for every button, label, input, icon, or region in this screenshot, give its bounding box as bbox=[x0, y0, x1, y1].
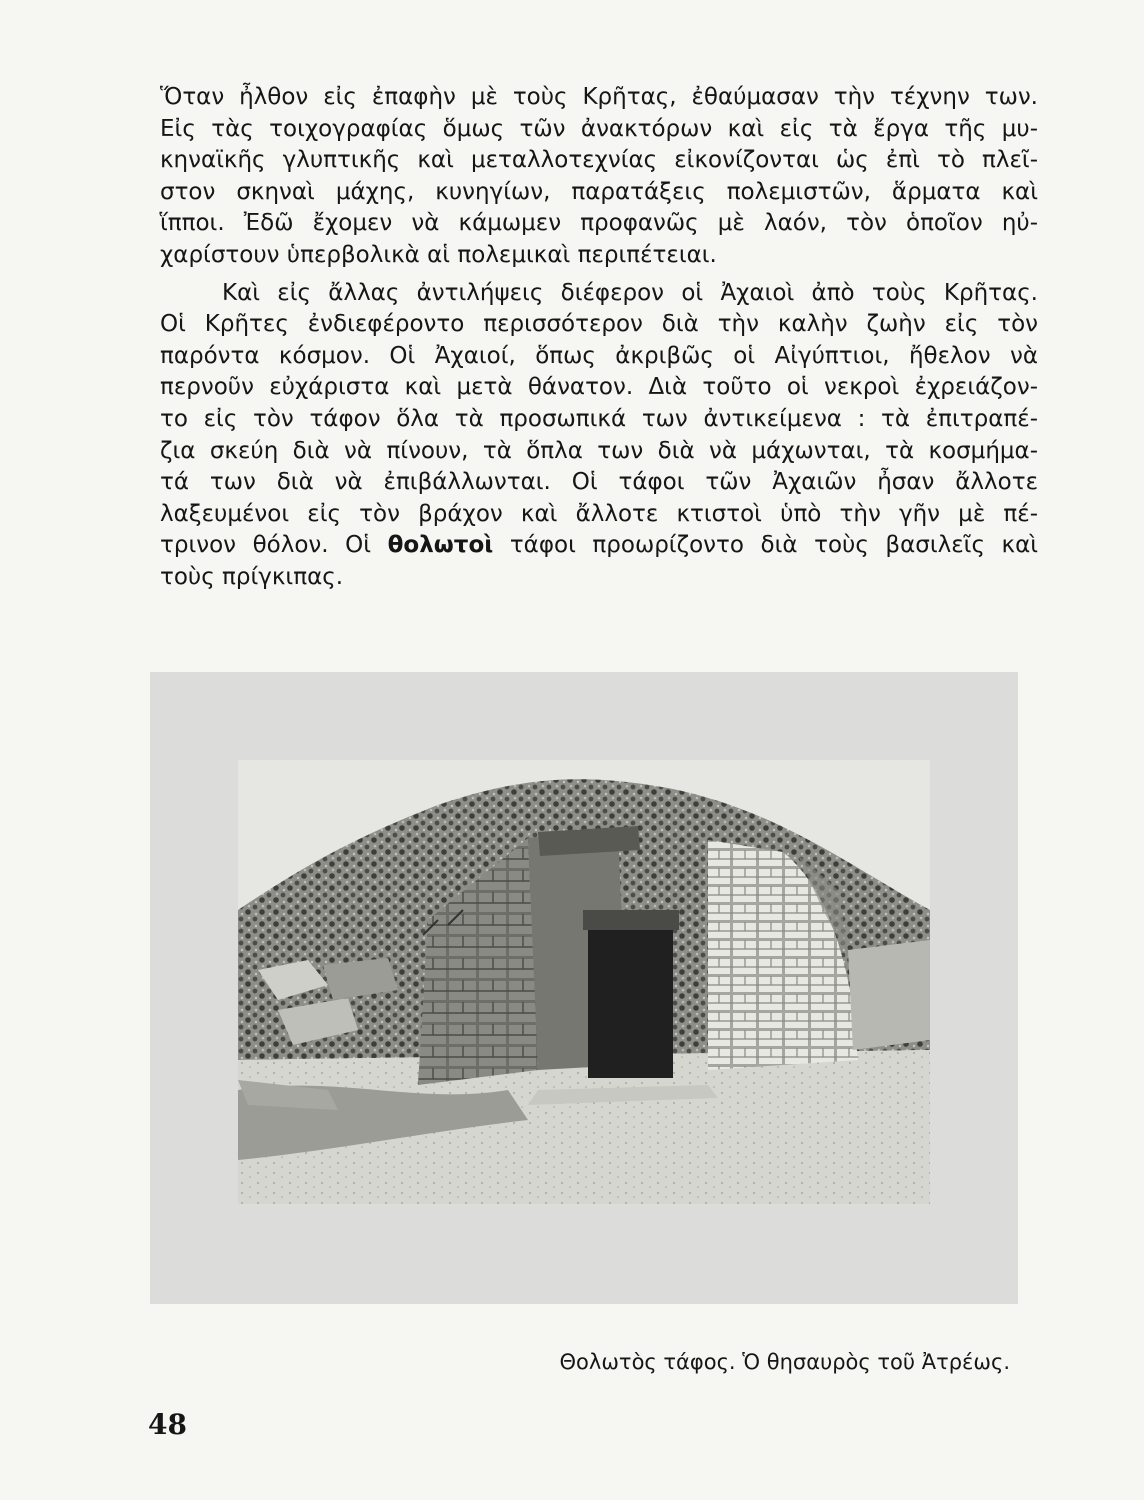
text-line: στον σκηναὶ μάχης, κυνηγίων, παρατάξεις πολεμιστῶν, ἅρματα καὶ bbox=[160, 178, 1038, 205]
text-line: το εἰς τὸν τάφον ὅλα τὰ προσωπικά των ἀντικείμενα : τὰ ἐπιτραπέ- bbox=[160, 405, 1038, 432]
text-line: λαξευμένοι εἰς τὸν βράχον καὶ ἄλλοτε κτιστοὶ ὑπὸ τὴν γῆν μὲ πέ- bbox=[160, 500, 1038, 527]
text-line: χαρίστουν ὑπερβολικὰ αἱ πολεμικαὶ περιπέτειαι. bbox=[160, 241, 717, 268]
text-line: Καὶ εἰς ἄλλας ἀντιλήψεις διέφερον οἱ Ἀχαιοὶ ἀπὸ τοὺς Κρῆτας. bbox=[222, 279, 1038, 306]
text-line: Οἱ Κρῆτες ἐνδιεφέροντο περισσότερον διὰ τὴν καλὴν ζωὴν εἰς τὸν bbox=[160, 311, 1038, 338]
text-line: κηναϊκῆς γλυπτικῆς καὶ μεταλλοτεχνίας εἰκονίζονται ὡς ἐπὶ τὸ πλεῖ- bbox=[160, 147, 1038, 174]
text-line: παρόντα κόσμον. Οἱ Ἀχαιοί, ὅπως ἀκριβῶς οἱ Αἰγύπτιοι, ἤθελον νὰ bbox=[160, 342, 1038, 369]
page-number: 48 bbox=[148, 1408, 187, 1441]
text-fragment: τάφοι προωρίζοντο διὰ τοὺς βασιλεῖς καὶ bbox=[509, 532, 1039, 559]
paragraph-1 bbox=[160, 82, 1038, 272]
figure-caption: Θολωτὸς τάφος. Ὁ θησαυρὸς τοῦ Ἀτρέως. bbox=[559, 1350, 1010, 1374]
text-line: Εἰς τὰς τοιχογραφίας ὅμως τῶν ἀνακτόρων καὶ εἰς τὰ ἔργα τῆς μυ- bbox=[160, 115, 1038, 142]
text-line: τοὺς πρίγκιπας. bbox=[160, 563, 344, 590]
text-line: ζια σκεύη διὰ νὰ πίνουν, τὰ ὅπλα των διὰ νὰ μάχωνται, τὰ κοσμήμα- bbox=[160, 437, 1038, 464]
text-fragment: τρινον θόλον. Οἱ bbox=[160, 532, 372, 559]
tomb-photograph bbox=[238, 760, 930, 1204]
text-line: περνοῦν εὐχάριστα καὶ μετὰ θάνατον. Διὰ τοῦτο οἱ νεκροὶ ἐχρειάζον- bbox=[160, 374, 1038, 401]
body-text bbox=[160, 82, 1038, 594]
text-line: Ὅταν ἦλθον εἰς ἐπαφὴν μὲ τοὺς Κρῆτας, ἐθαύμασαν τὴν τέχνην των. bbox=[160, 84, 1038, 110]
figure-plate bbox=[150, 672, 1018, 1304]
text-line: ἵπποι. Ἐδῶ ἔχομεν νὰ κάμωμεν προφανῶς μὲ λαόν, τὸν ὁποῖον ηὐ- bbox=[160, 210, 1038, 237]
paragraph-2 bbox=[160, 278, 1038, 594]
tomb-illustration bbox=[238, 760, 930, 1204]
text-line: τά των διὰ νὰ ἐπιβάλλωνται. Οἱ τάφοι τῶν Ἀχαιῶν ἦσαν ἄλλοτε bbox=[160, 469, 1038, 496]
bold-term: θολωτοὶ bbox=[387, 532, 494, 559]
text-line bbox=[160, 530, 1038, 562]
